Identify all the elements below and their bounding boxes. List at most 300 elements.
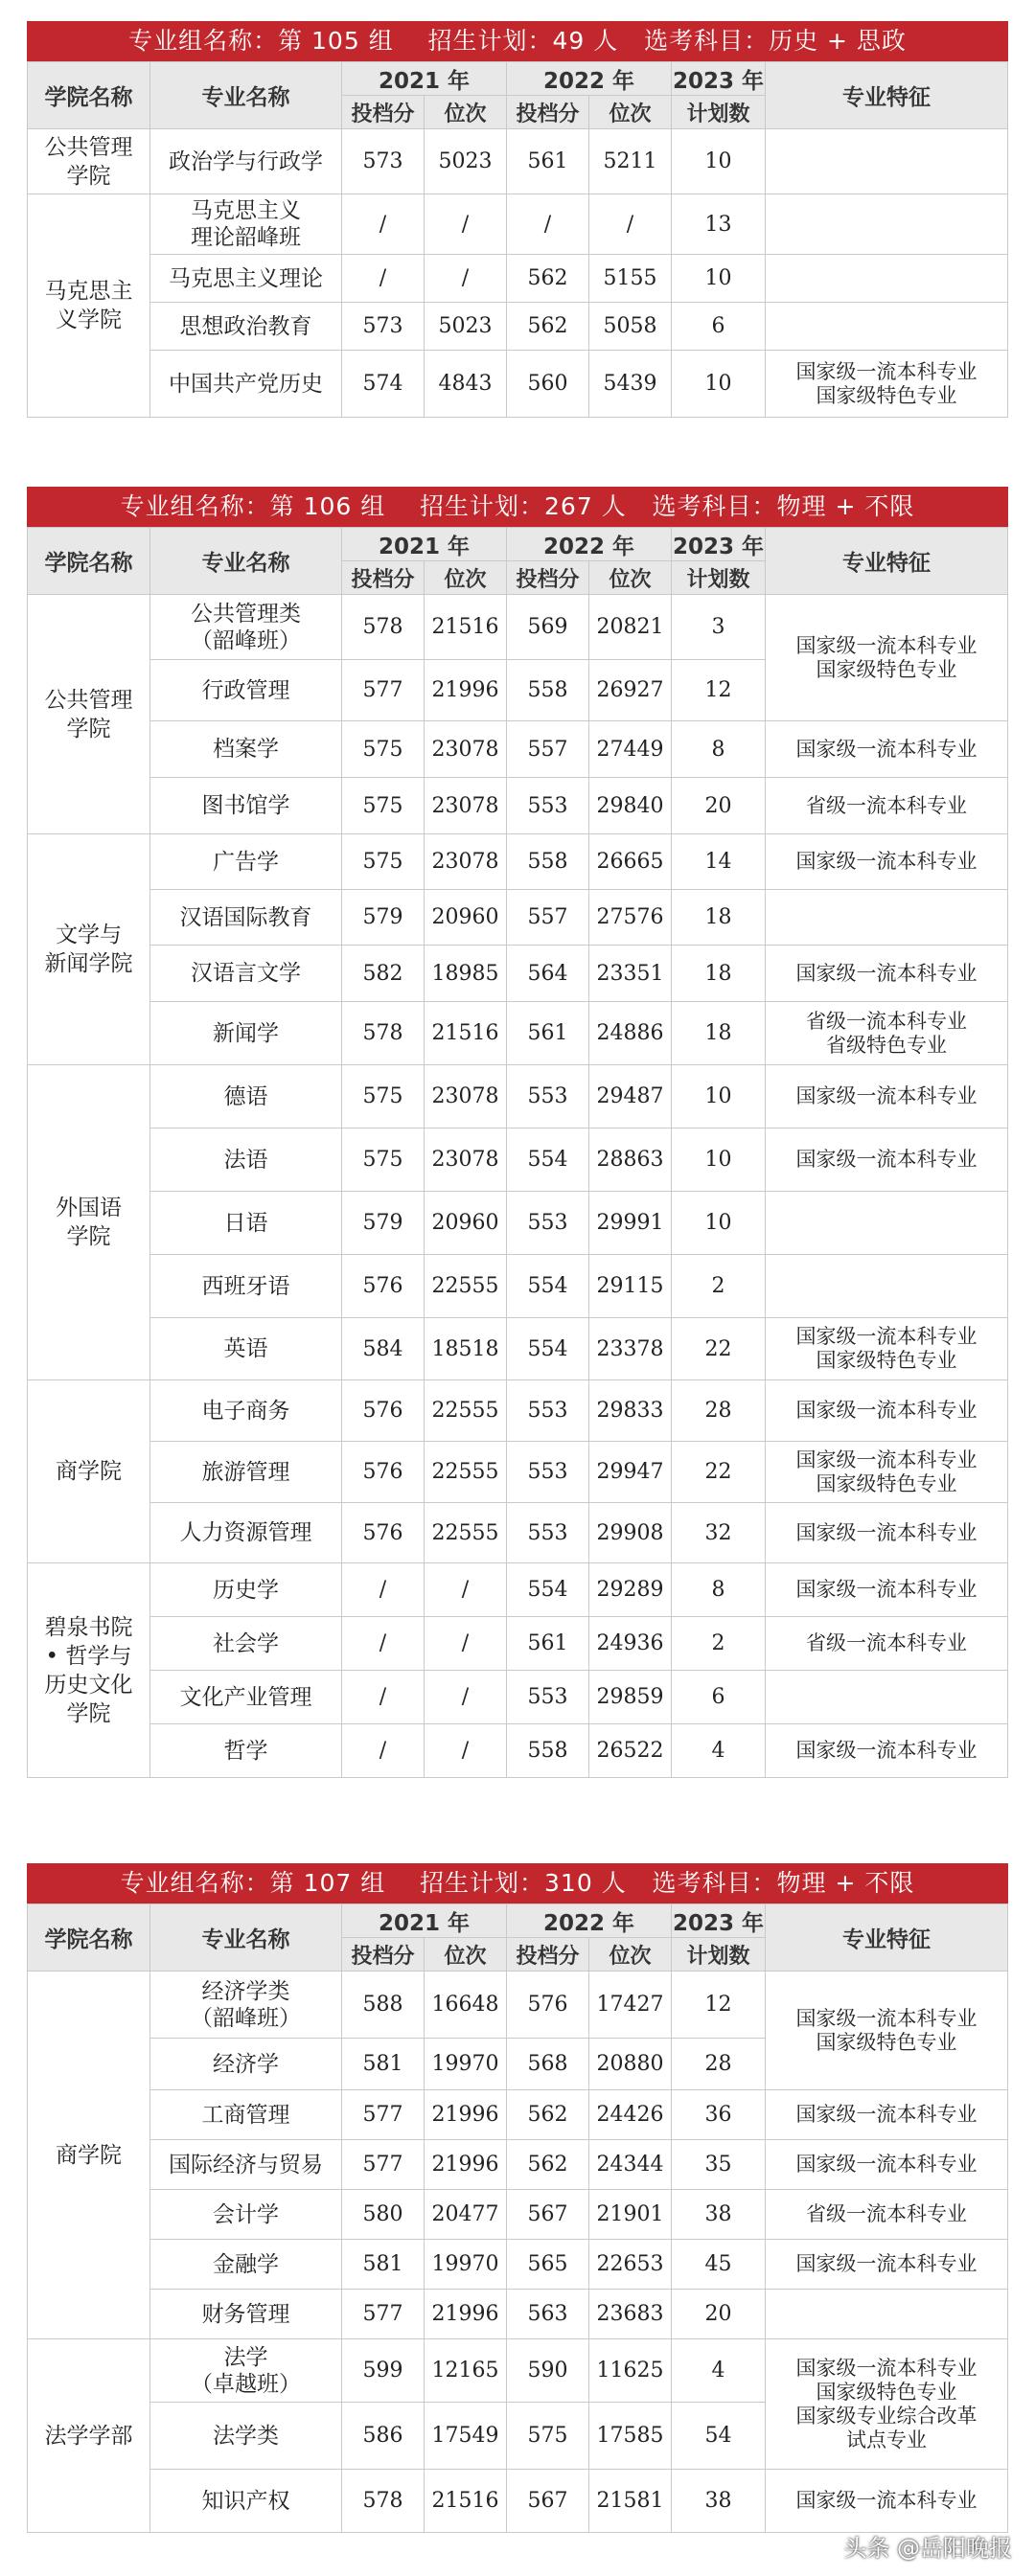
score-2022: 562 [507, 2140, 589, 2190]
major-cell: 日语 [150, 1192, 342, 1255]
table-row [28, 778, 1008, 834]
score-2022: 561 [507, 1002, 589, 1065]
plan-2023: 4 [672, 1724, 766, 1778]
score-2022: 554 [507, 1318, 589, 1380]
header-major: 专业名称 [150, 1904, 342, 1972]
feature-cell [766, 1192, 1008, 1255]
plan-2023: 35 [672, 2140, 766, 2190]
rank-2021: 21996 [425, 660, 507, 721]
header-2022: 2022 年 [507, 528, 672, 561]
header-rank-2022: 位次 [589, 96, 672, 129]
plan-2023: 38 [672, 2190, 766, 2240]
rank-2021: / [425, 255, 507, 303]
score-2021: 576 [342, 1442, 425, 1503]
college-cell: 外国语 学院 [28, 1065, 150, 1380]
table-row [28, 834, 1008, 890]
feature-cell [766, 1255, 1008, 1318]
rank-2021: 18518 [425, 1318, 507, 1380]
rank-2022: 29115 [589, 1255, 672, 1318]
header-rank-2022: 位次 [589, 561, 672, 595]
rank-2022: 21581 [589, 2470, 672, 2533]
group-107 [27, 1863, 1008, 2533]
group-title: 专业组名称：第 106 组 招生计划：267 人 选考科目：物理 + 不限 [27, 487, 1008, 527]
rank-2022: 29908 [589, 1503, 672, 1563]
score-2021: 578 [342, 595, 425, 660]
admission-table [27, 1904, 1008, 2533]
score-2022: 553 [507, 1065, 589, 1128]
header-2021: 2021 年 [342, 1904, 507, 1938]
score-2022: 558 [507, 1724, 589, 1778]
rank-2021: 19970 [425, 2240, 507, 2290]
header-score-2022: 投档分 [507, 96, 589, 129]
plan-2023: 12 [672, 1972, 766, 2039]
feature-cell: 国家级一流本科专业 [766, 2240, 1008, 2290]
feature-cell: 国家级一流本科专业 [766, 1128, 1008, 1192]
rank-2021: / [425, 1724, 507, 1778]
feature-cell: 国家级一流本科专业 国家级特色专业 [766, 1442, 1008, 1503]
rank-2021: 19970 [425, 2039, 507, 2090]
header-2021: 2021 年 [342, 528, 507, 561]
score-2021: 573 [342, 303, 425, 351]
score-2022: 554 [507, 1563, 589, 1617]
feature-cell: 国家级一流本科专业 [766, 834, 1008, 890]
major-cell: 法学 （卓越班） [150, 2339, 342, 2403]
score-2021: 575 [342, 834, 425, 890]
feature-cell [766, 129, 1008, 194]
score-2021: 576 [342, 1503, 425, 1563]
plan-2023: 10 [672, 255, 766, 303]
major-cell: 会计学 [150, 2190, 342, 2240]
plan-2023: 13 [672, 194, 766, 255]
rank-2021: 23078 [425, 778, 507, 834]
rank-2021: 22555 [425, 1442, 507, 1503]
plan-2023: 36 [672, 2090, 766, 2140]
college-cell: 碧泉书院 • 哲学与 历史文化 学院 [28, 1563, 150, 1778]
rank-2022: 23351 [589, 946, 672, 1002]
score-2021: / [342, 1724, 425, 1778]
table-row [28, 255, 1008, 303]
score-2022: 553 [507, 1192, 589, 1255]
rank-2021: / [425, 1563, 507, 1617]
rank-2021: / [425, 194, 507, 255]
rank-2021: 21996 [425, 2290, 507, 2339]
plan-2023: 6 [672, 303, 766, 351]
score-2021: 575 [342, 721, 425, 778]
header-college: 学院名称 [28, 528, 150, 595]
rank-2022: 24426 [589, 2090, 672, 2140]
feature-cell: 国家级一流本科专业 [766, 1503, 1008, 1563]
rank-2022: 29840 [589, 778, 672, 834]
admission-table [27, 61, 1008, 418]
table-row [28, 2240, 1008, 2290]
table-row [28, 2140, 1008, 2190]
table-row [28, 2090, 1008, 2140]
feature-cell: 国家级一流本科专业 国家级特色专业 [766, 595, 1008, 721]
feature-cell: 国家级一流本科专业 [766, 2140, 1008, 2190]
rank-2022: 11625 [589, 2339, 672, 2403]
score-2022: 553 [507, 1442, 589, 1503]
score-2021: / [342, 255, 425, 303]
score-2021: 575 [342, 778, 425, 834]
score-2021: 575 [342, 1128, 425, 1192]
feature-cell [766, 255, 1008, 303]
score-2022: 576 [507, 1972, 589, 2039]
major-cell: 国际经济与贸易 [150, 2140, 342, 2190]
rank-2021: 23078 [425, 1065, 507, 1128]
score-2022: 562 [507, 255, 589, 303]
rank-2021: 22555 [425, 1503, 507, 1563]
score-2022: 563 [507, 2290, 589, 2339]
rank-2021: 20960 [425, 1192, 507, 1255]
score-2022: 557 [507, 721, 589, 778]
header-feature: 专业特征 [766, 528, 1008, 595]
rank-2022: 5058 [589, 303, 672, 351]
rank-2022: 29289 [589, 1563, 672, 1617]
plan-2023: 12 [672, 660, 766, 721]
header-major: 专业名称 [150, 62, 342, 129]
rank-2022: 17585 [589, 2403, 672, 2470]
rank-2021: 23078 [425, 834, 507, 890]
score-2021: 578 [342, 1002, 425, 1065]
header-rank-2021: 位次 [425, 561, 507, 595]
major-cell: 马克思主义理论 [150, 255, 342, 303]
major-cell: 公共管理类 （韶峰班） [150, 595, 342, 660]
major-cell: 图书馆学 [150, 778, 342, 834]
rank-2021: / [425, 1617, 507, 1671]
table-row [28, 303, 1008, 351]
score-2022: 554 [507, 1128, 589, 1192]
plan-2023: 20 [672, 2290, 766, 2339]
table-row [28, 1065, 1008, 1128]
college-cell: 文学与 新闻学院 [28, 834, 150, 1065]
feature-cell: 国家级一流本科专业 [766, 2090, 1008, 2140]
rank-2022: / [589, 194, 672, 255]
score-2021: / [342, 1563, 425, 1617]
plan-2023: 3 [672, 595, 766, 660]
plan-2023: 18 [672, 1002, 766, 1065]
header-2023: 2023 年 [672, 1904, 766, 1938]
major-cell: 财务管理 [150, 2290, 342, 2339]
plan-2023: 22 [672, 1442, 766, 1503]
feature-cell: 国家级一流本科专业 国家级特色专业 [766, 1318, 1008, 1380]
feature-cell: 国家级一流本科专业 [766, 721, 1008, 778]
table-row [28, 1671, 1008, 1724]
table-row [28, 1318, 1008, 1380]
score-2021: 573 [342, 129, 425, 194]
group-title: 专业组名称：第 105 组 招生计划：49 人 选考科目：历史 + 思政 [27, 21, 1008, 61]
rank-2022: 27449 [589, 721, 672, 778]
rank-2021: 23078 [425, 721, 507, 778]
score-2022: 562 [507, 303, 589, 351]
table-row [28, 946, 1008, 1002]
group-105 [27, 21, 1008, 418]
feature-cell: 省级一流本科专业 [766, 1617, 1008, 1671]
plan-2023: 45 [672, 2240, 766, 2290]
rank-2022: 5155 [589, 255, 672, 303]
table-row [28, 2190, 1008, 2240]
table-row [28, 129, 1008, 194]
admission-table [27, 527, 1008, 1778]
major-cell: 历史学 [150, 1563, 342, 1617]
major-cell: 金融学 [150, 2240, 342, 2290]
table-row [28, 1503, 1008, 1563]
plan-2023: 8 [672, 721, 766, 778]
score-2022: 557 [507, 890, 589, 946]
score-2021: 586 [342, 2403, 425, 2470]
header-college: 学院名称 [28, 62, 150, 129]
plan-2023: 10 [672, 1192, 766, 1255]
plan-2023: 54 [672, 2403, 766, 2470]
rank-2022: 20880 [589, 2039, 672, 2090]
major-cell: 汉语言文学 [150, 946, 342, 1002]
rank-2022: 23378 [589, 1318, 672, 1380]
header-2023: 2023 年 [672, 528, 766, 561]
score-2022: 590 [507, 2339, 589, 2403]
score-2021: 581 [342, 2240, 425, 2290]
rank-2021: 5023 [425, 129, 507, 194]
feature-cell: 国家级一流本科专业 [766, 1563, 1008, 1617]
major-cell: 人力资源管理 [150, 1503, 342, 1563]
score-2021: 574 [342, 351, 425, 418]
rank-2022: 29991 [589, 1192, 672, 1255]
table-row [28, 1002, 1008, 1065]
feature-cell: 国家级一流本科专业 国家级特色专业 国家级专业综合改革 试点专业 [766, 2339, 1008, 2470]
table-row [28, 1442, 1008, 1503]
rank-2022: 17427 [589, 1972, 672, 2039]
plan-2023: 32 [672, 1503, 766, 1563]
score-2022: 553 [507, 1380, 589, 1442]
feature-cell: 国家级一流本科专业 [766, 1380, 1008, 1442]
plan-2023: 8 [672, 1563, 766, 1617]
score-2022: 558 [507, 834, 589, 890]
watermark: 头条 @岳阳晚报 [843, 2535, 1012, 2562]
feature-cell: 国家级一流本科专业 [766, 2470, 1008, 2533]
rank-2021: 20960 [425, 890, 507, 946]
rank-2021: 22555 [425, 1380, 507, 1442]
score-2021: / [342, 194, 425, 255]
header-feature: 专业特征 [766, 1904, 1008, 1972]
plan-2023: 10 [672, 1128, 766, 1192]
college-cell: 商学院 [28, 1972, 150, 2339]
score-2021: 588 [342, 1972, 425, 2039]
rank-2022: 29947 [589, 1442, 672, 1503]
score-2022: 575 [507, 2403, 589, 2470]
score-2022: 560 [507, 351, 589, 418]
major-cell: 社会学 [150, 1617, 342, 1671]
feature-cell: 省级一流本科专业 [766, 778, 1008, 834]
rank-2022: 22653 [589, 2240, 672, 2290]
major-cell: 法学类 [150, 2403, 342, 2470]
major-cell: 法语 [150, 1128, 342, 1192]
major-cell: 中国共产党历史 [150, 351, 342, 418]
score-2022: / [507, 194, 589, 255]
score-2022: 565 [507, 2240, 589, 2290]
score-2021: 580 [342, 2190, 425, 2240]
table-row [28, 2290, 1008, 2339]
score-2021: 582 [342, 946, 425, 1002]
major-cell: 德语 [150, 1065, 342, 1128]
header-score-2021: 投档分 [342, 561, 425, 595]
table-row [28, 595, 1008, 660]
header-score-2021: 投档分 [342, 96, 425, 129]
score-2021: 599 [342, 2339, 425, 2403]
rank-2022: 20821 [589, 595, 672, 660]
rank-2021: 4843 [425, 351, 507, 418]
rank-2022: 23683 [589, 2290, 672, 2339]
table-row [28, 1724, 1008, 1778]
table-row [28, 1617, 1008, 1671]
score-2021: / [342, 1617, 425, 1671]
header-rank-2021: 位次 [425, 1938, 507, 1972]
feature-cell: 国家级一流本科专业 国家级特色专业 [766, 351, 1008, 418]
table-row [28, 721, 1008, 778]
plan-2023: 10 [672, 129, 766, 194]
rank-2021: 16648 [425, 1972, 507, 2039]
header-rank-2021: 位次 [425, 96, 507, 129]
feature-cell: 省级一流本科专业 省级特色专业 [766, 1002, 1008, 1065]
score-2021: 577 [342, 2140, 425, 2190]
table-row [28, 194, 1008, 255]
rank-2021: 21516 [425, 595, 507, 660]
score-2021: 576 [342, 1255, 425, 1318]
major-cell: 文化产业管理 [150, 1671, 342, 1724]
plan-2023: 2 [672, 1255, 766, 1318]
score-2021: 576 [342, 1380, 425, 1442]
table-row [28, 1128, 1008, 1192]
major-cell: 新闻学 [150, 1002, 342, 1065]
plan-2023: 2 [672, 1617, 766, 1671]
score-2022: 569 [507, 595, 589, 660]
rank-2022: 27576 [589, 890, 672, 946]
major-cell: 经济学类 （韶峰班） [150, 1972, 342, 2039]
feature-cell: 省级一流本科专业 [766, 2190, 1008, 2240]
score-2021: 584 [342, 1318, 425, 1380]
college-cell: 法学学部 [28, 2339, 150, 2533]
college-cell: 公共管理 学院 [28, 129, 150, 194]
score-2021: 577 [342, 660, 425, 721]
major-cell: 旅游管理 [150, 1442, 342, 1503]
group-title: 专业组名称：第 107 组 招生计划：310 人 选考科目：物理 + 不限 [27, 1863, 1008, 1904]
plan-2023: 28 [672, 2039, 766, 2090]
major-cell: 哲学 [150, 1724, 342, 1778]
score-2022: 561 [507, 1617, 589, 1671]
table-row [28, 890, 1008, 946]
rank-2022: 28863 [589, 1128, 672, 1192]
group-106 [27, 487, 1008, 1778]
header-2022: 2022 年 [507, 1904, 672, 1938]
rank-2022: 26665 [589, 834, 672, 890]
header-2023: 2023 年 [672, 62, 766, 96]
plan-2023: 22 [672, 1318, 766, 1380]
feature-cell [766, 890, 1008, 946]
header-2021: 2021 年 [342, 62, 507, 96]
major-cell: 经济学 [150, 2039, 342, 2090]
table-row [28, 1563, 1008, 1617]
feature-cell [766, 1671, 1008, 1724]
major-cell: 知识产权 [150, 2470, 342, 2533]
major-cell: 广告学 [150, 834, 342, 890]
plan-2023: 10 [672, 351, 766, 418]
score-2021: 575 [342, 1065, 425, 1128]
feature-cell: 国家级一流本科专业 [766, 1724, 1008, 1778]
header-score-2021: 投档分 [342, 1938, 425, 1972]
rank-2021: 22555 [425, 1255, 507, 1318]
score-2022: 558 [507, 660, 589, 721]
table-row [28, 2470, 1008, 2533]
table-row [28, 1380, 1008, 1442]
plan-2023: 28 [672, 1380, 766, 1442]
score-2021: 578 [342, 2470, 425, 2533]
score-2022: 553 [507, 778, 589, 834]
plan-2023: 6 [672, 1671, 766, 1724]
feature-cell [766, 303, 1008, 351]
major-cell: 汉语国际教育 [150, 890, 342, 946]
score-2022: 561 [507, 129, 589, 194]
table-row [28, 2339, 1008, 2403]
rank-2022: 5439 [589, 351, 672, 418]
major-cell: 档案学 [150, 721, 342, 778]
score-2021: 579 [342, 1192, 425, 1255]
header-plan: 计划数 [672, 1938, 766, 1972]
plan-2023: 38 [672, 2470, 766, 2533]
table-row [28, 1255, 1008, 1318]
header-college: 学院名称 [28, 1904, 150, 1972]
plan-2023: 10 [672, 1065, 766, 1128]
rank-2022: 24936 [589, 1617, 672, 1671]
rank-2021: 5023 [425, 303, 507, 351]
major-cell: 思想政治教育 [150, 303, 342, 351]
score-2022: 567 [507, 2470, 589, 2533]
header-rank-2022: 位次 [589, 1938, 672, 1972]
score-2022: 567 [507, 2190, 589, 2240]
college-cell: 马克思主 义学院 [28, 194, 150, 418]
score-2021: / [342, 1671, 425, 1724]
rank-2022: 24344 [589, 2140, 672, 2190]
table-row [28, 351, 1008, 418]
feature-cell: 国家级一流本科专业 [766, 946, 1008, 1002]
header-2022: 2022 年 [507, 62, 672, 96]
header-score-2022: 投档分 [507, 561, 589, 595]
major-cell: 行政管理 [150, 660, 342, 721]
table-row [28, 1192, 1008, 1255]
rank-2021: 21996 [425, 2090, 507, 2140]
major-cell: 政治学与行政学 [150, 129, 342, 194]
score-2022: 554 [507, 1255, 589, 1318]
major-cell: 马克思主义 理论韶峰班 [150, 194, 342, 255]
feature-cell [766, 194, 1008, 255]
plan-2023: 18 [672, 946, 766, 1002]
rank-2021: 20477 [425, 2190, 507, 2240]
header-feature: 专业特征 [766, 62, 1008, 129]
table-row [28, 1972, 1008, 2039]
rank-2022: 29487 [589, 1065, 672, 1128]
rank-2021: 12165 [425, 2339, 507, 2403]
rank-2021: 17549 [425, 2403, 507, 2470]
plan-2023: 14 [672, 834, 766, 890]
major-cell: 电子商务 [150, 1380, 342, 1442]
feature-cell [766, 2290, 1008, 2339]
rank-2021: 23078 [425, 1128, 507, 1192]
major-cell: 西班牙语 [150, 1255, 342, 1318]
major-cell: 工商管理 [150, 2090, 342, 2140]
plan-2023: 20 [672, 778, 766, 834]
rank-2022: 21901 [589, 2190, 672, 2240]
header-major: 专业名称 [150, 528, 342, 595]
rank-2022: 29833 [589, 1380, 672, 1442]
college-cell: 公共管理 学院 [28, 595, 150, 834]
major-cell: 英语 [150, 1318, 342, 1380]
score-2021: 577 [342, 2290, 425, 2339]
